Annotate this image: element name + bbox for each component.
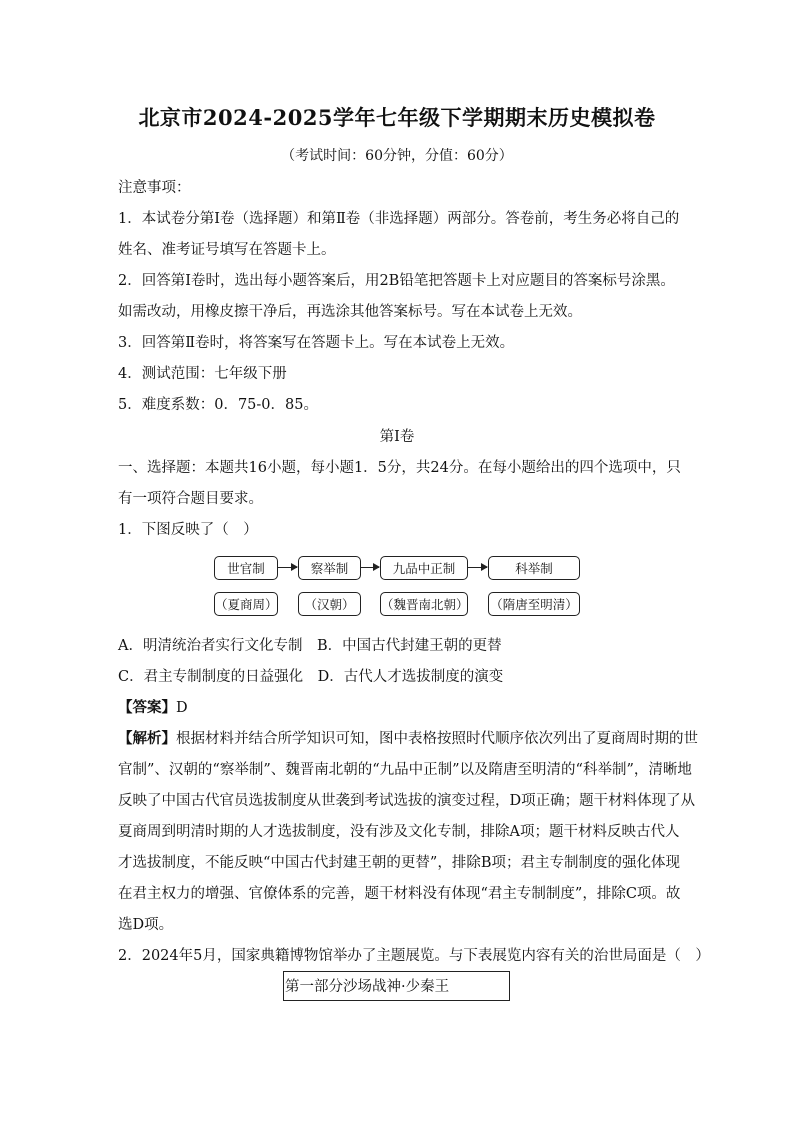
- flow-box-period: （魏晋南北朝）: [380, 592, 468, 616]
- flow-box-period: （隋唐至明清）: [488, 592, 580, 616]
- section-intro: 有一项符合题目要求。: [118, 491, 263, 507]
- notes-line: 2．回答第Ⅰ卷时，选出每小题答案后，用2B铅笔把答题卡上对应题目的答案标号涂黑。: [118, 273, 675, 289]
- analysis-label: 【解析】: [118, 730, 176, 747]
- notes-line: 如需改动，用橡皮擦干净后，再选涂其他答案标号。写在本试卷上无效。: [118, 304, 582, 320]
- notes-line: 5．难度系数：0．75-0．85。: [118, 397, 318, 413]
- notes-line: 1．本试卷分第Ⅰ卷（选择题）和第Ⅱ卷（非选择题）两部分。答卷前，考生务必将自己的: [118, 211, 680, 227]
- flow-box-system: 九品中正制: [380, 556, 468, 580]
- flow-box-system: 科举制: [488, 556, 580, 580]
- question-2-stem: 2．2024年5月，国家典籍博物馆举办了主题展览。与下表展览内容有关的治世局面是（ ）: [118, 948, 710, 964]
- answer-value: D: [176, 700, 188, 716]
- exam-info: （考试时间：60分钟，分值：60分）: [281, 148, 513, 164]
- flow-box-period: （夏商周）: [214, 592, 278, 616]
- answer-label: 【答案】: [118, 699, 176, 716]
- question-1-stem: 1．下图反映了（ ）: [118, 522, 258, 538]
- analysis-line: 反映了中国古代官员选拔制度从世袭到考试选拔的演变过程，D项正确；题干材料体现了从: [118, 793, 696, 809]
- analysis-line: 才选拔制度，不能反映“中国古代封建王朝的更替”，排除B项；君主专制制度的强化体现: [118, 855, 680, 871]
- analysis-text: 根据材料并结合所学知识可知，图中表格按照时代顺序依次列出了夏商周时期的世: [176, 731, 698, 747]
- exhibit-table-cell: 第一部分沙场战神·少秦王: [283, 971, 510, 1001]
- question-1-options: C．君主专制制度的日益强化 D．古代人才选拔制度的演变: [118, 669, 504, 685]
- analysis-line: 在君主权力的增强、官僚体系的完善，题干材料没有体现“君主专制制度”，排除C项。故: [118, 886, 681, 902]
- arrow-icon: [467, 567, 487, 568]
- question-1-options: A．明清统治者实行文化专制 B．中国古代封建王朝的更替: [118, 638, 502, 654]
- arrow-icon: [360, 567, 379, 568]
- notes-line: 姓名、准考证号填写在答题卡上。: [118, 242, 336, 258]
- notes-line: 3．回答第Ⅱ卷时，将答案写在答题卡上。写在本试卷上无效。: [118, 335, 515, 351]
- notes-line: 4．测试范围：七年级下册: [118, 366, 287, 382]
- analysis-line: 夏商周到明清时期的人才选拔制度，没有涉及文化专制，排除A项；题干材料反映古代人: [118, 824, 680, 840]
- analysis-line: 官制”、汉朝的“察举制”、魏晋南北朝的“九品中正制”以及隋唐至明清的“科举制”，清晰地: [118, 762, 692, 778]
- flow-box-system: 察举制: [298, 556, 361, 580]
- section-intro: 一、选择题：本题共16小题，每小题1．5分，共24分。在每小题给出的四个选项中，只: [118, 460, 681, 476]
- page-title: 北京市2024-2025学年七年级下学期期末历史模拟卷: [138, 105, 656, 130]
- flow-box-period: （汉朝）: [298, 592, 361, 616]
- arrow-icon: [277, 567, 297, 568]
- section-title: 第Ⅰ卷: [379, 429, 415, 445]
- answer-line: [118, 696, 188, 717]
- notes-heading: 注意事项：: [118, 180, 191, 196]
- analysis-line: [118, 727, 698, 748]
- flow-box-system: 世官制: [214, 556, 278, 580]
- analysis-line: 选D项。: [118, 917, 174, 933]
